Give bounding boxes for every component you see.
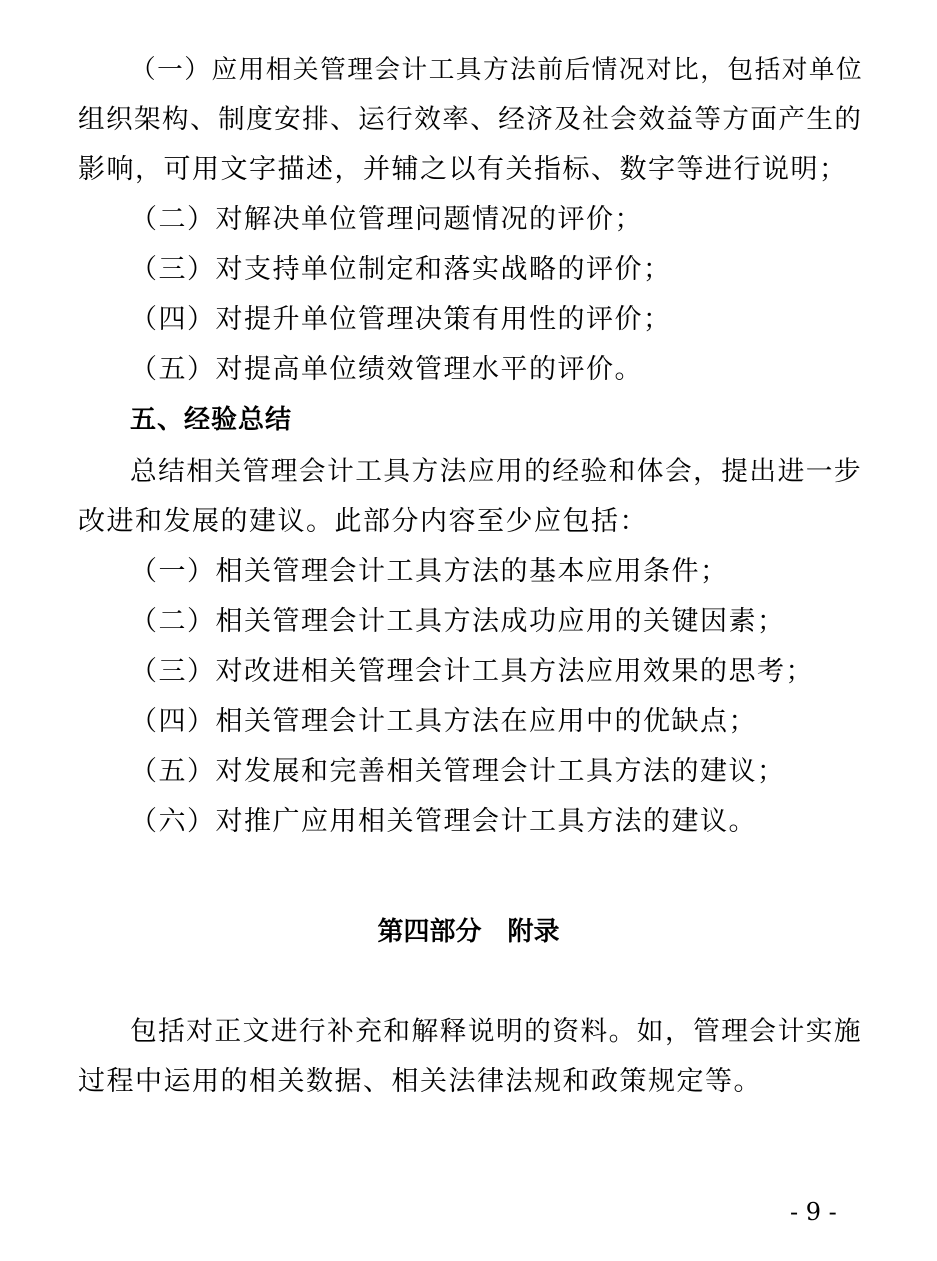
section-heading: 五、经验总结 bbox=[130, 405, 293, 435]
paragraph-line: 改进和发展的建议。此部分内容至少应包括： bbox=[78, 506, 648, 537]
list-item-evaluation-3: （三）对支持单位制定和落实战略的评价； bbox=[130, 254, 672, 285]
paragraph-line: 总结相关管理会计工具方法应用的经验和体会，提出进一步 bbox=[130, 456, 863, 487]
list-item: （三）对改进相关管理会计工具方法应用效果的思考； bbox=[130, 656, 814, 687]
list-item-evaluation-2: （二）对解决单位管理问题情况的评价； bbox=[130, 204, 643, 235]
list-item-evaluation-5: （五）对提高单位绩效管理水平的评价。 bbox=[130, 354, 643, 385]
list-item-evaluation-1-continuation: 影响，可用文字描述，并辅之以有关指标、数字等进行说明； bbox=[78, 154, 848, 185]
list-item-evaluation-1-continuation: 组织架构、制度安排、运行效率、经济及社会效益等方面产生的 bbox=[78, 104, 863, 135]
paragraph-line: 过程中运用的相关数据、相关法律法规和政策规定等。 bbox=[78, 1066, 762, 1097]
list-item: （四）相关管理会计工具方法在应用中的优缺点； bbox=[130, 706, 757, 737]
list-item: （五）对发展和完善相关管理会计工具方法的建议； bbox=[130, 756, 786, 787]
part-title: 第四部分 附录 bbox=[377, 917, 560, 947]
list-item-evaluation-1: （一）应用相关管理会计工具方法前后情况对比，包括对单位 bbox=[130, 55, 864, 85]
page-number: - 9 - bbox=[790, 1198, 837, 1226]
list-item-evaluation-4: （四）对提升单位管理决策有用性的评价； bbox=[130, 304, 672, 335]
paragraph-line: 包括对正文进行补充和解释说明的资料。如，管理会计实施 bbox=[130, 1016, 863, 1047]
list-item: （二）相关管理会计工具方法成功应用的关键因素； bbox=[130, 606, 786, 637]
list-item: （一）相关管理会计工具方法的基本应用条件； bbox=[130, 556, 729, 587]
list-item: （六）对推广应用相关管理会计工具方法的建议。 bbox=[130, 806, 757, 837]
